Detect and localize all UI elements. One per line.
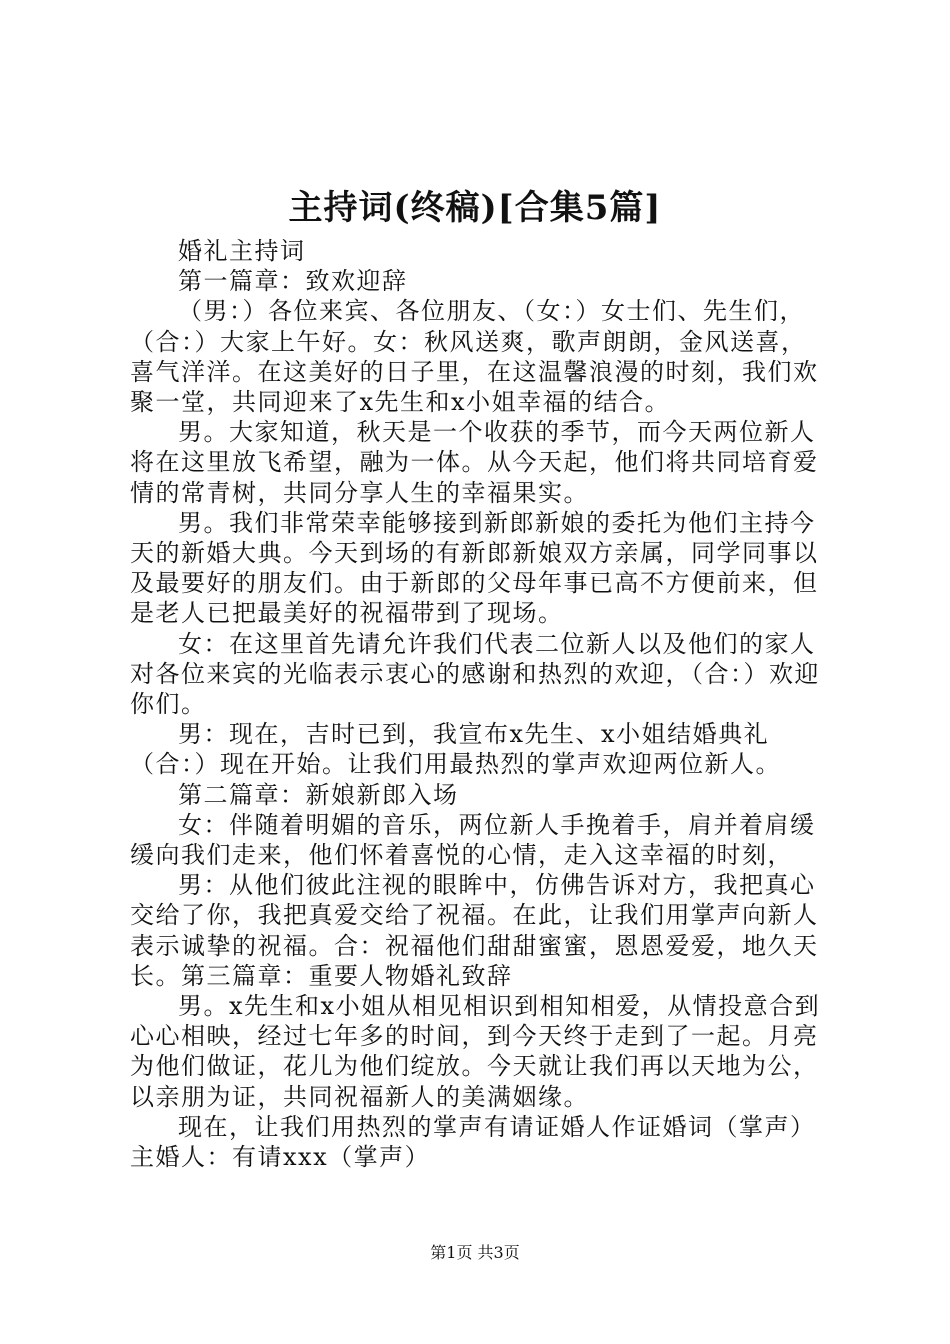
paragraph: 男。x先生和x小姐从相见相识到相知相爱，从情投意合到心心相映，经过七年多的时间，到今天终于走到了一起。月亮为他们做证，花儿为他们绽放。今天就让我们再以天地为公，以亲朋为证，共同祝福新人的美满姻缘。 [130,992,821,1111]
paragraph: 女：在这里首先请允许我们代表二位新人以及他们的家人对各位来宾的光临表示衷心的感谢和热烈的欢迎，（合：）欢迎你们。 [130,629,820,719]
page-number: 第1页 共3页 [430,1243,520,1262]
paragraph: （男：）各位来宾、各位朋友、（女：）女士们、先生们，（合：）大家上午好。女：秋风送爽，歌声朗朗，金风送喜，喜气洋洋。在这美好的日子里，在这温馨浪漫的时刻，我们欢聚一堂，共同迎来了x先生和x小姐幸福的结合。 [130,297,819,417]
paragraph: 男：现在，吉时已到，我宣布x先生、x小姐结婚典礼（合：）现在开始。让我们用最热烈的掌声欢迎两位新人。 [130,720,781,779]
document-title: 主持词(终稿)[合集5篇] [288,188,662,228]
paragraph: 男：从他们彼此注视的眼眸中，仿佛告诉对方，我把真心交给了你，我把真爱交给了祝福。在此，让我们用掌声向新人表示诚挚的祝福。合：祝福他们甜甜蜜蜜，恩恩爱爱，地久天长。第三篇章：重要人物婚礼致辞 [130,871,819,990]
paragraph-chapter-2: 第二篇章：新娘新郎入场 [178,780,459,809]
paragraph: 男。大家知道，秋天是一个收获的季节，而今天两位新人将在这里放飞希望，融为一体。从今天起，他们将共同培育爱情的常青树，共同分享人生的幸福果实。 [130,418,819,507]
paragraph-chapter-1: 第一篇章：致欢迎辞 [178,267,408,296]
paragraph-heading-wedding-host: 婚礼主持词 [178,237,306,265]
paragraph: 女：伴随着明媚的音乐，两位新人手挽着手，肩并着肩缓缓向我们走来，他们怀着喜悦的心情，走入这幸福的时刻， [130,810,816,870]
document-body [130,236,830,1172]
paragraph: 男。我们非常荣幸能够接到新郎新娘的委托为他们主持今天的新婚大典。今天到场的有新郎新娘双方亲属，同学同事以及最要好的朋友们。由于新郎的父母年事已高不方便前来，但是老人已把最美好的祝福带到了现场。 [130,508,819,628]
paragraph: 现在，让我们用热烈的掌声有请证婚人作证婚词（掌声）主婚人：有请xxx（掌声） [130,1112,816,1172]
